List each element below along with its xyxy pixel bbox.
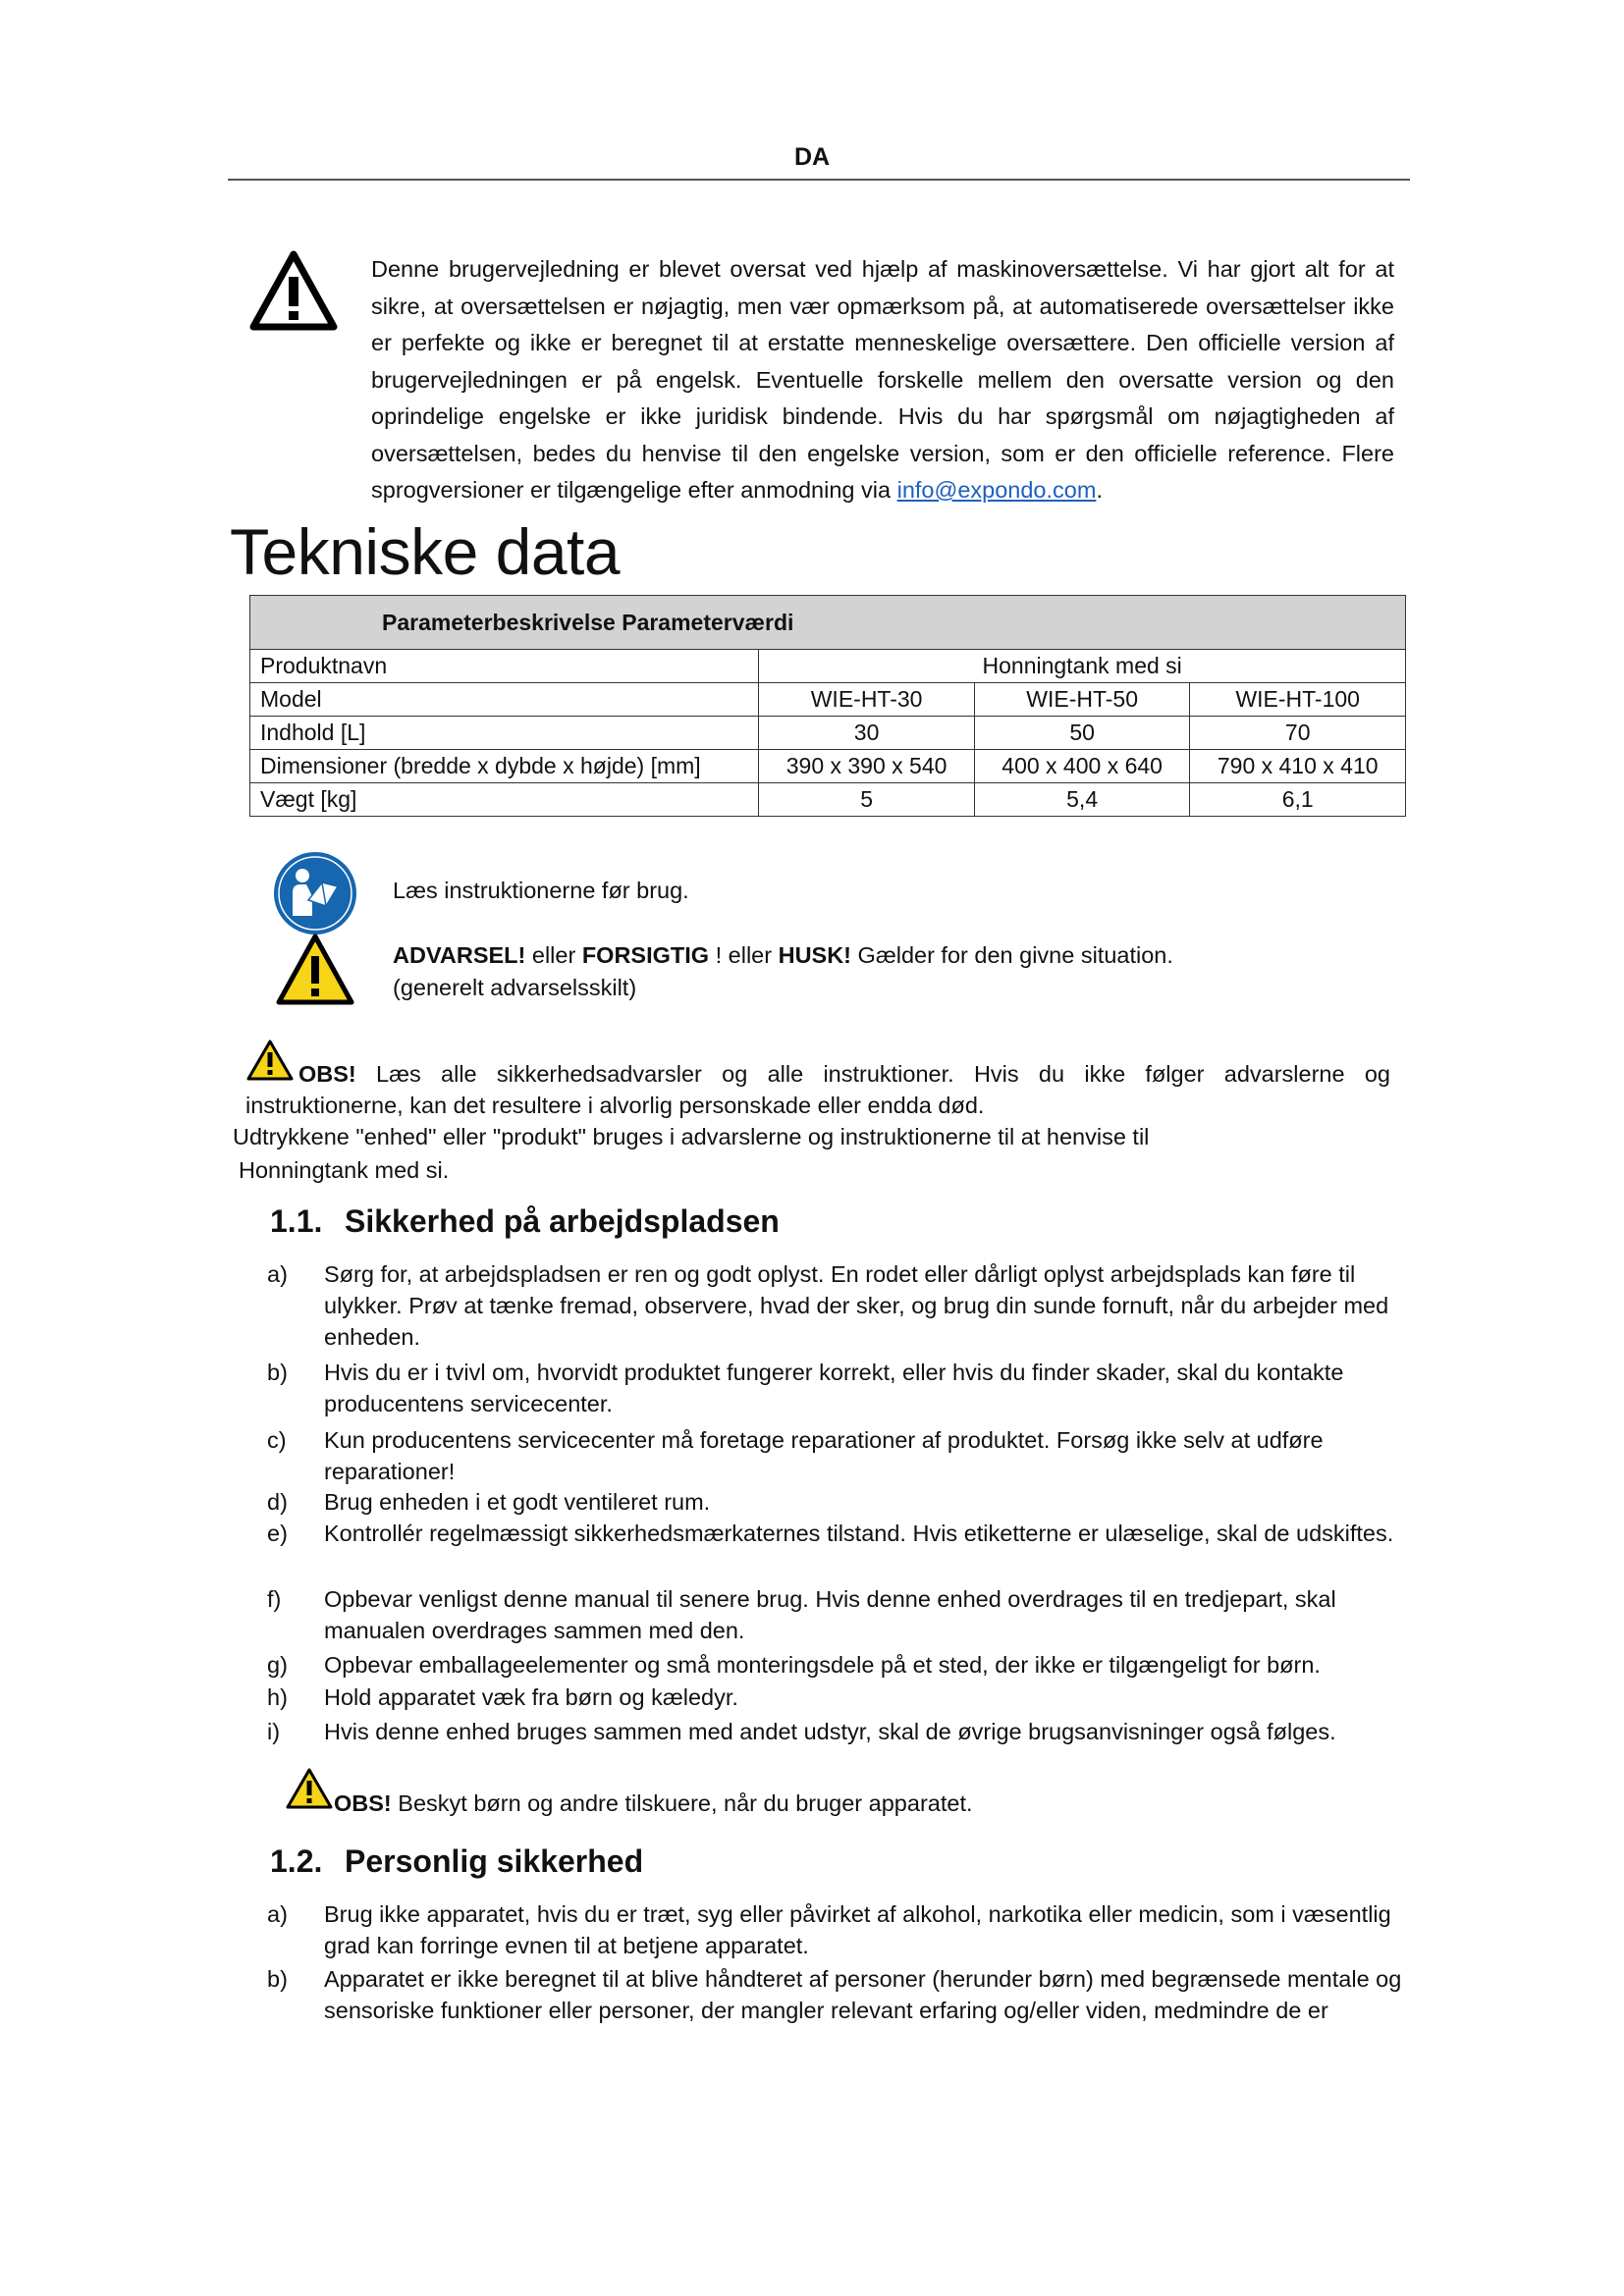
section-number: 1.1. <box>270 1203 323 1239</box>
item-text: Hold apparatet væk fra børn og kæledyr. <box>324 1684 738 1710</box>
list-item <box>267 1258 1408 1353</box>
table-row <box>250 750 1406 783</box>
item-text: Hvis denne enhed bruges sammen med andet udstyr, skal de øvrige brugsanvisninger også følges. <box>324 1719 1336 1744</box>
legend-or: ! eller <box>709 942 779 968</box>
list-item <box>267 1649 1408 1681</box>
row-value: WIE-HT-50 <box>974 683 1190 717</box>
row-value: WIE-HT-100 <box>1190 683 1406 717</box>
row-label: Indhold [L] <box>250 717 759 750</box>
item-text: Brug enheden i et godt ventileret rum. <box>324 1489 711 1515</box>
list-item <box>267 1898 1408 1961</box>
item-label: b) <box>267 1360 288 1385</box>
row-value: Honningtank med si <box>759 650 1406 683</box>
section-heading <box>270 1843 643 1880</box>
table-row <box>250 650 1406 683</box>
list-item <box>267 1518 1408 1549</box>
notice-end: . <box>1096 477 1103 503</box>
obs-label: OBS! <box>298 1061 356 1087</box>
list-item <box>267 1357 1408 1419</box>
item-label: e) <box>267 1521 288 1546</box>
item-label: f) <box>267 1586 282 1612</box>
section-title: Personlig sikkerhed <box>345 1843 644 1879</box>
row-value: 50 <box>974 717 1190 750</box>
terms-line: Honningtank med si. <box>239 1157 450 1183</box>
table-header: Parameterbeskrivelse Parameterværdi <box>250 596 1406 650</box>
item-label: a) <box>267 1901 288 1927</box>
legend-general-sign: (generelt advarselsskilt) <box>393 975 637 1000</box>
section-heading <box>270 1203 780 1240</box>
item-text: Kun producentens servicecenter må foretage reparationer af produktet. Forsøg ikke selv at udføre reparationer! <box>324 1427 1324 1484</box>
table-row <box>250 717 1406 750</box>
legend-rest: Gælder for den givne situation. <box>851 942 1173 968</box>
item-text: Opbevar emballageelementer og små monteringsdele på et sted, der ikke er tilgængeligt for børn. <box>324 1652 1321 1678</box>
list-item <box>267 1682 1408 1713</box>
obs-label: OBS! <box>334 1790 392 1816</box>
item-text: Brug ikke apparatet, hvis du er træt, syg eller påvirket af alkohol, narkotika eller medicin, som i væsentlig grad kan forringe evnen til at betjene apparatet. <box>324 1901 1391 1958</box>
notice-text: Denne brugervejledning er blevet oversat ved hjælp af maskinoversættelse. Vi har gjort alt for at sikre, at oversættelsen er nøjagtig, men vær opmærksom på, at automatiserede oversættelser ikke er perfekte og ikke er beregnet til at erstatte menneskelige oversættere. Den officielle version af brugervejledningen er på engelsk. Eventuelle forskelle mellem den oversatte version og den oprindelige engelske er ikke juridisk bindende. Hvis du har spørgsmål om nøjagtigheden af oversættelsen, bedes du henvise til den engelske version, som er den officielle reference. Flere sprogversioner er tilgængelige efter anmodning via <box>371 256 1394 503</box>
row-label: Produktnavn <box>250 650 759 683</box>
translation-notice <box>371 251 1394 509</box>
obs-paragraph <box>245 1058 1390 1121</box>
row-value: 400 x 400 x 640 <box>974 750 1190 783</box>
forsigtig-label: FORSIGTIG <box>581 942 710 968</box>
read-manual-icon <box>273 851 357 935</box>
item-text: Opbevar venligst denne manual til senere brug. Hvis denne enhed overdrages til en tredjepart, skal manualen overdrages sammen med den. <box>324 1586 1336 1643</box>
list-item <box>267 1424 1408 1487</box>
item-label: a) <box>267 1261 288 1287</box>
terms-line: Udtrykkene "enhed" eller "produkt" bruges i advarslerne og instruktionerne til at henvise til <box>233 1124 1150 1149</box>
legend-warning-text <box>393 939 1173 1004</box>
advarsel-label: ADVARSEL! <box>393 942 526 968</box>
table-header-row <box>250 596 1406 650</box>
husk-label: HUSK! <box>778 942 852 968</box>
legend-read-text: Læs instruktionerne før brug. <box>393 878 689 903</box>
item-label: g) <box>267 1652 288 1678</box>
row-value: 5 <box>759 783 975 817</box>
row-value: 70 <box>1190 717 1406 750</box>
list-item <box>267 1716 1408 1747</box>
page-title: Tekniske data <box>230 515 621 588</box>
item-text: Sørg for, at arbejdspladsen er ren og godt oplyst. En rodet eller dårligt oplyst arbejdsplads kan føre til ulykker. Prøv at tænke fremad, observere, hvad der sker, og brug din sunde fornuft, når du arbejder med enheden. <box>324 1261 1389 1350</box>
item-label: c) <box>267 1427 287 1453</box>
row-label: Vægt [kg] <box>250 783 759 817</box>
item-label: d) <box>267 1489 288 1515</box>
row-value: 30 <box>759 717 975 750</box>
list-item <box>267 1963 1408 2026</box>
row-label: Dimensioner (bredde x dybde x højde) [mm] <box>250 750 759 783</box>
item-label: h) <box>267 1684 288 1710</box>
obs-text: Læs alle sikkerhedsadvarsler og alle instruktioner. Hvis du ikke følger advarslerne og instruktionerne, kan det resultere i alvorlig personskade eller endda død. <box>245 1061 1390 1118</box>
item-text: Hvis du er i tvivl om, hvorvidt produktet fungerer korrekt, eller hvis du finder skader, skal du kontakte producentens servicecenter. <box>324 1360 1344 1416</box>
item-label: i) <box>267 1719 281 1744</box>
row-value: 390 x 390 x 540 <box>759 750 975 783</box>
yellow-warning-icon <box>275 933 355 1007</box>
table-row <box>250 683 1406 717</box>
section-title: Sikkerhed på arbejdspladsen <box>345 1203 780 1239</box>
item-text: Apparatet er ikke beregnet til at blive håndteret af personer (herunder børn) med begrænsede mentale og sensoriske funktioner eller personer, der mangler relevant erfaring og/eller viden, medmindre de er <box>324 1966 1402 2023</box>
language-code: DA <box>793 143 831 171</box>
item-label: b) <box>267 1966 288 1992</box>
list-item <box>267 1583 1408 1646</box>
spec-table <box>249 595 1406 817</box>
table-row <box>250 783 1406 817</box>
row-value: 6,1 <box>1190 783 1406 817</box>
list-item <box>267 1486 1408 1518</box>
obs-warning-icon <box>285 1767 334 1810</box>
legend-or: eller <box>525 942 582 968</box>
row-label: Model <box>250 683 759 717</box>
obs-paragraph <box>334 1790 973 1817</box>
section-number: 1.2. <box>270 1843 323 1879</box>
row-value: 790 x 410 x 410 <box>1190 750 1406 783</box>
header-divider <box>228 179 1410 181</box>
email-link[interactable]: info@expondo.com <box>896 477 1097 503</box>
terms-paragraph <box>233 1120 1401 1187</box>
row-value: WIE-HT-30 <box>759 683 975 717</box>
obs-text: Beskyt børn og andre tilskuere, når du bruger apparatet. <box>391 1790 973 1816</box>
warning-triangle-icon <box>249 249 338 332</box>
row-value: 5,4 <box>974 783 1190 817</box>
item-text: Kontrollér regelmæssigt sikkerhedsmærkaternes tilstand. Hvis etiketterne er ulæselige, skal de udskiftes. <box>324 1521 1394 1546</box>
